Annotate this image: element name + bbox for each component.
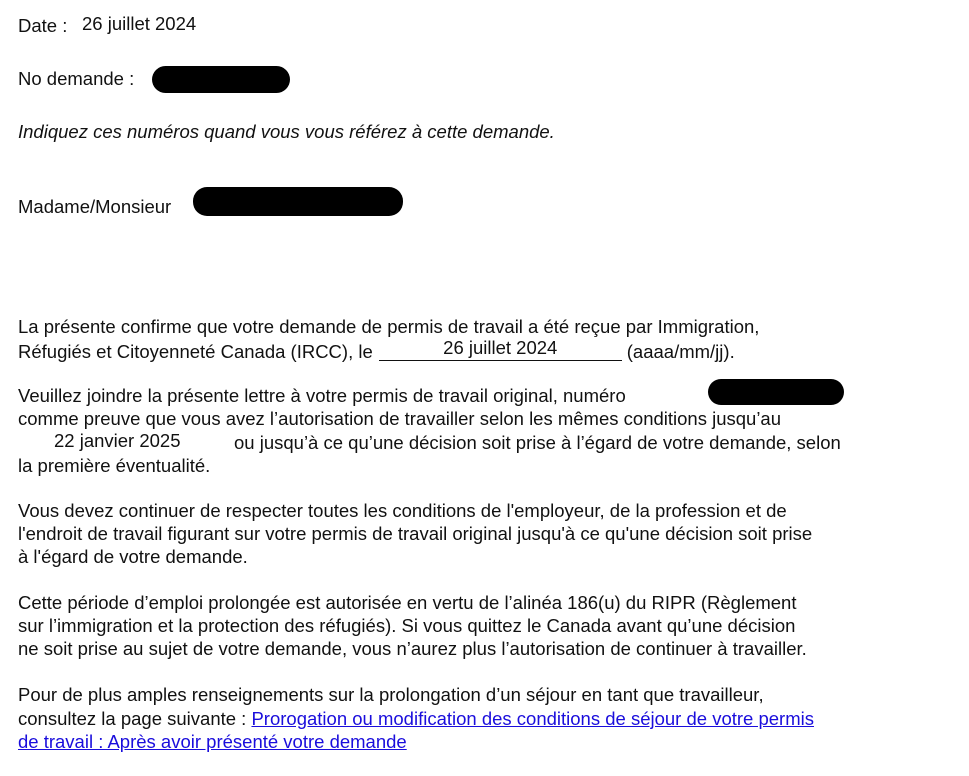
paragraph4-line2: sur l’immigration et la protection des réfugiés). Si vous quittez le Canada avant qu’une décision: [18, 615, 796, 636]
redacted-request-number: [152, 66, 290, 93]
paragraph2-line3: ou jusqu’à ce qu’une décision soit prise à l’égard de votre demande, selon: [234, 432, 841, 453]
info-link-part2[interactable]: de travail : Après avoir présenté votre demande: [18, 731, 407, 752]
info-link-part1[interactable]: Prorogation ou modification des conditions de séjour de votre permis: [251, 708, 814, 729]
paragraph1-line1: La présente confirme que votre demande de permis de travail a été reçue par Immigration,: [18, 316, 760, 337]
salutation: Madame/Monsieur: [18, 196, 172, 217]
request-number-label: No demande :: [18, 68, 135, 89]
date-value: 26 juillet 2024: [82, 13, 197, 34]
received-date-field: [379, 337, 622, 361]
paragraph1-line2: [18, 337, 735, 363]
paragraph5-line3: [18, 731, 407, 753]
paragraph2-line4: la première éventualité.: [18, 455, 211, 476]
redacted-recipient-name: [193, 187, 403, 216]
paragraph2-line1: Veuillez joindre la présente lettre à votre permis de travail original, numéro: [18, 385, 626, 406]
paragraph4-line1: Cette période d’emploi prolongée est autorisée en vertu de l’alinéa 186(u) du RIPR (Règlement: [18, 592, 797, 613]
paragraph5-line2-prefix: consultez la page suivante :: [18, 708, 247, 729]
paragraph3-line3: à l'égard de votre demande.: [18, 546, 248, 567]
paragraph3-line2: l'endroit de travail figurant sur votre permis de travail original jusqu'à ce qu'une décision soit prise: [18, 523, 813, 544]
paragraph5-line2: [18, 708, 814, 730]
received-date: 26 juillet 2024: [443, 337, 558, 358]
paragraph1-line2-prefix: Réfugiés et Citoyenneté Canada (IRCC), le: [18, 341, 373, 362]
redacted-permit-number: [708, 379, 844, 405]
reference-note: Indiquez ces numéros quand vous vous référez à cette demande.: [18, 121, 555, 142]
valid-until-date: 22 janvier 2025: [54, 430, 181, 451]
paragraph4-line3: ne soit prise au sujet de votre demande, vous n’aurez plus l’autorisation de continuer à travailler.: [18, 638, 807, 659]
date-label: Date :: [18, 15, 68, 36]
paragraph5-line1: Pour de plus amples renseignements sur la prolongation d’un séjour en tant que travailleur,: [18, 684, 764, 705]
paragraph2-line2: comme preuve que vous avez l’autorisation de travailler selon les mêmes conditions jusqu’au: [18, 408, 782, 429]
date-format-hint: (aaaa/mm/jj).: [626, 341, 735, 362]
paragraph3-line1: Vous devez continuer de respecter toutes les conditions de l'employeur, de la profession et de: [18, 500, 787, 521]
